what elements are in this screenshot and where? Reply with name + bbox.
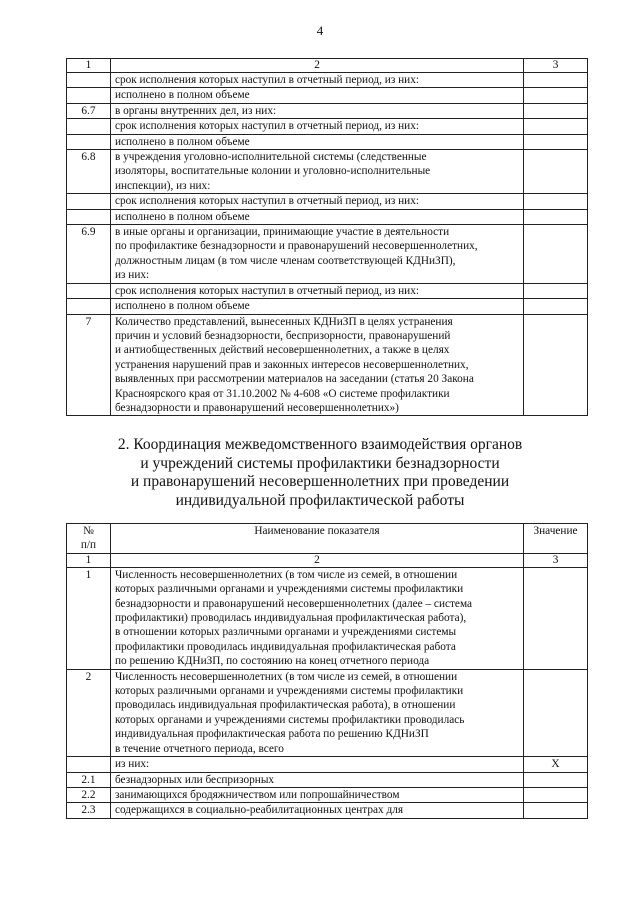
row-value: [524, 803, 588, 818]
row-number: 2.3: [67, 803, 111, 818]
table-row: [67, 669, 588, 756]
row-text-line: Красноярского края от 31.10.2002 № 4-608 «О системе профилактики: [114, 387, 450, 400]
row-text-line: профилактики проводилась индивидуальная профилактическая работа: [114, 640, 456, 653]
row-text-line: должностным лицам (в том числе членам соответствующей КДНиЗП),: [114, 254, 456, 267]
section-title-line: индивидуальной профилактической работы: [175, 491, 465, 509]
column-number: 1: [67, 553, 111, 567]
row-text-line: причин и условий безнадзорности, беспризорности, правонарушений: [114, 329, 451, 342]
table-header-row: [67, 524, 588, 554]
row-text: [110, 757, 523, 772]
row-text-line: в иные органы и организации, принимающие участие в деятельности: [114, 226, 450, 239]
row-value: [524, 73, 588, 88]
section-title-line: и правонарушений несовершеннолетних при проведении: [130, 473, 510, 490]
row-number: [67, 757, 111, 772]
table-row: [67, 757, 588, 772]
table-row: [67, 88, 588, 103]
row-text-line: устранения нарушений прав и законных интересов несовершеннолетних,: [114, 358, 469, 371]
table-row: [67, 299, 588, 314]
table-column-numbers: [67, 553, 588, 567]
row-text: [110, 669, 523, 756]
row-text-line: срок исполнения которых наступил в отчетный период, из них:: [114, 120, 420, 133]
row-number: [67, 88, 111, 103]
table-row: [67, 134, 588, 149]
column-number: 2: [110, 553, 523, 567]
row-number: [67, 134, 111, 149]
row-text-line: выявленных при рассмотрении материалов на заседании (статья 20 Закона: [114, 373, 474, 386]
row-value: [524, 103, 588, 118]
row-text-line: и антиобщественных действий несовершеннолетних, а также в целях: [114, 344, 450, 357]
header-name-cell: Наименование показателя: [110, 524, 523, 554]
row-text-line: которых различными органами и учреждениями системы профилактики: [114, 583, 464, 596]
row-text-line: безнадзорности и правонарушений несовершеннолетних (далее – система: [114, 597, 473, 610]
row-value: [524, 134, 588, 149]
table-row: [67, 209, 588, 224]
row-text-line: занимающихся бродяжничеством или попрошайничеством: [114, 788, 400, 801]
row-number: 2.1: [67, 772, 111, 787]
row-value: [524, 88, 588, 103]
row-text-line: Численность несовершеннолетних (в том числе из семей, в отношении: [114, 670, 458, 683]
table-row: [67, 787, 588, 802]
header-value-cell: Значение: [524, 524, 588, 554]
row-text-line: исполнено в полном объеме: [114, 135, 250, 148]
row-value: [524, 150, 588, 194]
row-text-line: изоляторы, воспитательные колонии и уголовно-исполнительные: [114, 165, 431, 178]
row-text: [110, 567, 523, 669]
table-row: [67, 314, 588, 416]
row-text: [110, 150, 523, 194]
row-text: [110, 787, 523, 802]
row-text: [110, 119, 523, 134]
row-number: [67, 119, 111, 134]
row-number: [67, 73, 111, 88]
row-text-line: инспекции), из них:: [114, 179, 211, 192]
row-text-line: в органы внутренних дел, из них:: [114, 104, 277, 117]
row-text-line: срок исполнения которых наступил в отчетный период, из них:: [114, 195, 420, 208]
header-number-label: п/п: [80, 539, 97, 552]
row-text-line: которых различными органами и учреждениями системы профилактики: [114, 685, 464, 698]
row-text: [110, 194, 523, 209]
table-row: [67, 225, 588, 284]
row-value: [524, 299, 588, 314]
row-value: [524, 225, 588, 284]
row-text-line: в отношении которых различными органами и учреждениями системы: [114, 626, 457, 639]
row-text-line: Численность несовершеннолетних (в том числе из семей, в отношении: [114, 568, 458, 581]
row-value: X: [524, 757, 588, 772]
section-title: [60, 436, 580, 510]
row-number: 2: [67, 669, 111, 756]
row-number: [67, 299, 111, 314]
row-text: [110, 225, 523, 284]
table-indicators: [66, 523, 588, 819]
row-text-line: исполнено в полном объеме: [114, 89, 250, 102]
row-text: [110, 73, 523, 88]
row-text: [110, 314, 523, 416]
row-text: [110, 134, 523, 149]
row-value: [524, 772, 588, 787]
table-row: [67, 150, 588, 194]
row-value: [524, 669, 588, 756]
row-value: [524, 209, 588, 224]
row-text-line: содержащихся в социально-реабилитационных центрах для: [114, 804, 404, 817]
row-text-line: проводилась индивидуальная профилактическая работа), в отношении: [114, 699, 456, 712]
row-value: [524, 119, 588, 134]
row-text: [110, 803, 523, 818]
row-number: 1: [67, 567, 111, 669]
row-text-line: Количество представлений, вынесенных КДНиЗП в целях устранения: [114, 315, 453, 328]
row-text-line: безнадзорности и правонарушений несовершеннолетних»): [114, 401, 399, 414]
section-title-line: и учреждений системы профилактики безнадзорности: [140, 454, 500, 472]
table-row: [67, 194, 588, 209]
table-continuation: [66, 58, 588, 416]
row-number: [67, 194, 111, 209]
row-number: 6.9: [67, 225, 111, 284]
column-number: 2: [110, 59, 523, 73]
row-number: 7: [67, 314, 111, 416]
header-number-cell: [67, 524, 111, 554]
row-text-line: по решению КДНиЗП, по состоянию на конец отчетного периода: [114, 655, 430, 668]
row-text-line: из них:: [114, 269, 150, 282]
row-text-line: исполнено в полном объеме: [114, 300, 250, 313]
row-text: [110, 209, 523, 224]
row-number: 6.8: [67, 150, 111, 194]
section-title-line: 2. Координация межведомственного взаимодействия органов: [117, 436, 523, 453]
row-text: [110, 103, 523, 118]
row-text-line: в течение отчетного периода, всего: [114, 742, 284, 755]
header-number-label: №: [83, 525, 94, 537]
row-number: 6.7: [67, 103, 111, 118]
row-value: [524, 283, 588, 298]
row-text: [110, 772, 523, 787]
row-text-line: исполнено в полном объеме: [114, 210, 250, 223]
row-text-line: по профилактике безнадзорности и правонарушений несовершеннолетних,: [114, 240, 478, 253]
table-row: [67, 103, 588, 118]
table-row: [67, 73, 588, 88]
row-number: [67, 283, 111, 298]
row-text: [110, 299, 523, 314]
column-number: 3: [524, 553, 588, 567]
page-number: 4: [316, 23, 324, 38]
table-row: [67, 803, 588, 818]
row-text-line: из них:: [114, 758, 150, 771]
column-number: 1: [67, 59, 111, 73]
row-text-line: в учреждения уголовно-исполнительной системы (следственные: [114, 151, 427, 164]
column-number: 3: [524, 59, 588, 73]
row-number: [67, 209, 111, 224]
row-value: [524, 787, 588, 802]
table-column-numbers: [67, 59, 588, 73]
table-row: [67, 772, 588, 787]
table-row: [67, 119, 588, 134]
table-row: [67, 567, 588, 669]
row-text-line: индивидуальная профилактическая работа по решению КДНиЗП: [114, 728, 429, 741]
row-number: 2.2: [67, 787, 111, 802]
row-text-line: безнадзорных или беспризорных: [114, 773, 275, 786]
row-text: [110, 88, 523, 103]
row-text-line: срок исполнения которых наступил в отчетный период, из них:: [114, 284, 420, 297]
row-text-line: которых органами и учреждениями системы профилактики проводилась: [114, 713, 465, 726]
row-text-line: срок исполнения которых наступил в отчетный период, из них:: [114, 74, 420, 86]
row-text-line: профилактики) проводилась индивидуальная профилактическая работа),: [114, 612, 467, 625]
table-row: [67, 283, 588, 298]
row-value: [524, 314, 588, 416]
row-value: [524, 567, 588, 669]
row-text: [110, 283, 523, 298]
row-value: [524, 194, 588, 209]
